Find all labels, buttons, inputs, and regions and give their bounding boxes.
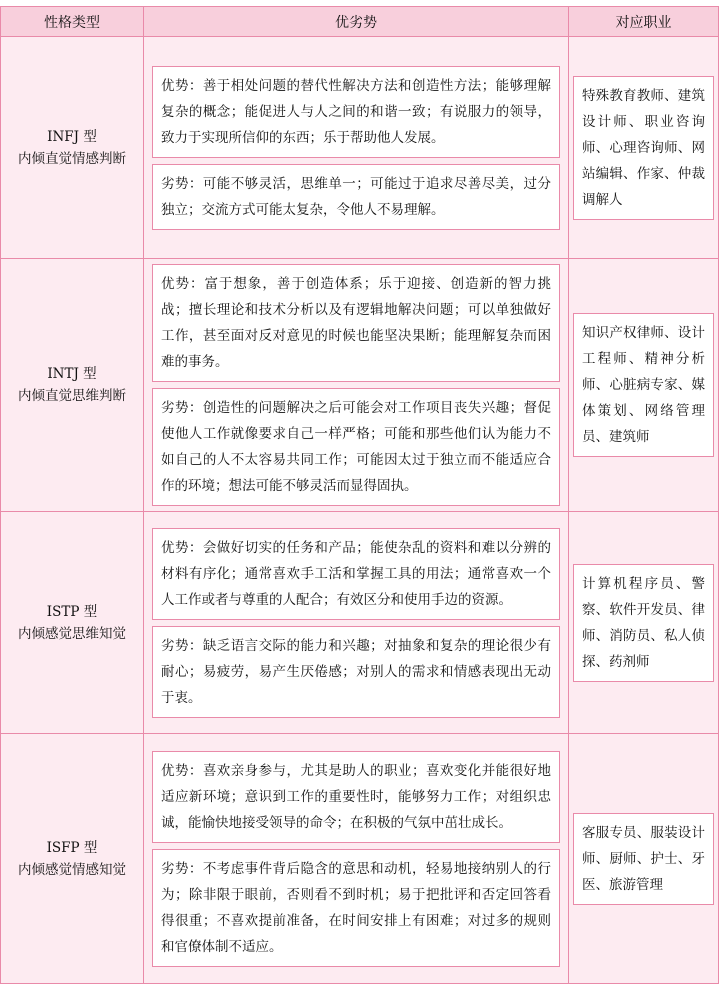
strengths-text: 优势：善于相处问题的替代性解决方法和创造性方法；能够理解复杂的概念；能促进人与人之间的和谐一致；有说服力的领导，致力于实现所信仰的东西；乐于帮助他人发展。: [152, 66, 560, 158]
jobs-text: 知识产权律师、设计工程师、精神分析师、心脏病专家、媒体策划、网络管理员、建筑师: [573, 313, 714, 457]
weaknesses-text: 劣势：创造性的问题解决之后可能会对工作项目丧失兴趣；督促使他人工作就像要求自己一样严格；可能和那些他们认为能力不如自己的人不太容易共同工作；可能因太过于独立而不能适应合作的环境；想法可能不够灵活而显得固执。: [152, 388, 560, 506]
advantages-cell: [144, 37, 569, 259]
type-code: ISTP 型: [46, 603, 98, 620]
type-cell: [1, 512, 144, 734]
type-cell: [1, 259, 144, 512]
weaknesses-text: 劣势：缺乏语言交际的能力和兴趣；对抽象和复杂的理论很少有耐心；易疲劳，易产生厌倦感；对别人的需求和情感表现出无动于衷。: [152, 626, 560, 718]
personality-career-table: [0, 6, 719, 984]
type-cell: [1, 734, 144, 984]
advantages-cell: [144, 512, 569, 734]
header-jobs: 对应职业: [569, 7, 719, 37]
strengths-text: 优势：富于想象，善于创造体系；乐于迎接、创造新的智力挑战；擅长理论和技术分析以及有逻辑地解决问题；可以单独做好工作，甚至面对反对意见的时候也能坚决果断；能理解复杂而困难的事务。: [152, 264, 560, 382]
header-advantages: 优劣势: [144, 7, 569, 37]
jobs-cell: [569, 512, 719, 734]
jobs-cell: [569, 734, 719, 984]
table-row: [1, 259, 719, 512]
type-code: ISFP 型: [46, 839, 98, 856]
type-code: INFJ 型: [47, 128, 97, 145]
table-row: [1, 734, 719, 984]
jobs-text: 特殊教育教师、建筑设计师、职业咨询师、心理咨询师、网站编辑、作家、仲裁调解人: [573, 76, 714, 220]
table-row: [1, 512, 719, 734]
jobs-cell: [569, 259, 719, 512]
type-name: 内倾直觉情感判断: [18, 150, 126, 167]
type-code: INTJ 型: [47, 366, 97, 382]
jobs-cell: [569, 37, 719, 259]
type-cell: [1, 37, 144, 259]
weaknesses-text: 劣势：可能不够灵活，思维单一；可能过于追求尽善尽美，过分独立；交流方式可能太复杂，令他人不易理解。: [152, 164, 560, 230]
table-row: [1, 37, 719, 259]
advantages-cell: [144, 734, 569, 984]
type-name: 内倾直觉思维判断: [18, 388, 126, 404]
weaknesses-text: 劣势：不考虑事件背后隐含的意思和动机，轻易地接纳别人的行为；除非限于眼前，否则看不到时机；易于把批评和否定回答看得很重；不喜欢提前准备，在时间安排上有困难；对过多的规则和官僚体制不适应。: [152, 849, 560, 967]
strengths-text: 优势：会做好切实的任务和产品；能使杂乱的资料和难以分辨的材料有序化；通常喜欢手工活和掌握工具的用法；通常喜欢一个人工作或者与尊重的人配合；有效区分和使用手边的资源。: [152, 528, 560, 620]
header-row: [1, 7, 719, 37]
jobs-text: 计算机程序员、警察、软件开发员、律师、消防员、私人侦探、药剂师: [573, 564, 714, 682]
strengths-text: 优势：喜欢亲身参与，尤其是助人的职业；喜欢变化并能很好地适应新环境；意识到工作的重要性时，能够努力工作；对组织忠诚，能愉快地接受领导的命令；在积极的气氛中茁壮成长。: [152, 751, 560, 843]
advantages-cell: [144, 259, 569, 512]
jobs-text: 客服专员、服装设计师、厨师、护士、牙医、旅游管理: [573, 813, 714, 905]
type-name: 内倾感觉思维知觉: [18, 625, 126, 642]
header-type: 性格类型: [1, 7, 144, 37]
type-name: 内倾感觉情感知觉: [18, 861, 126, 878]
